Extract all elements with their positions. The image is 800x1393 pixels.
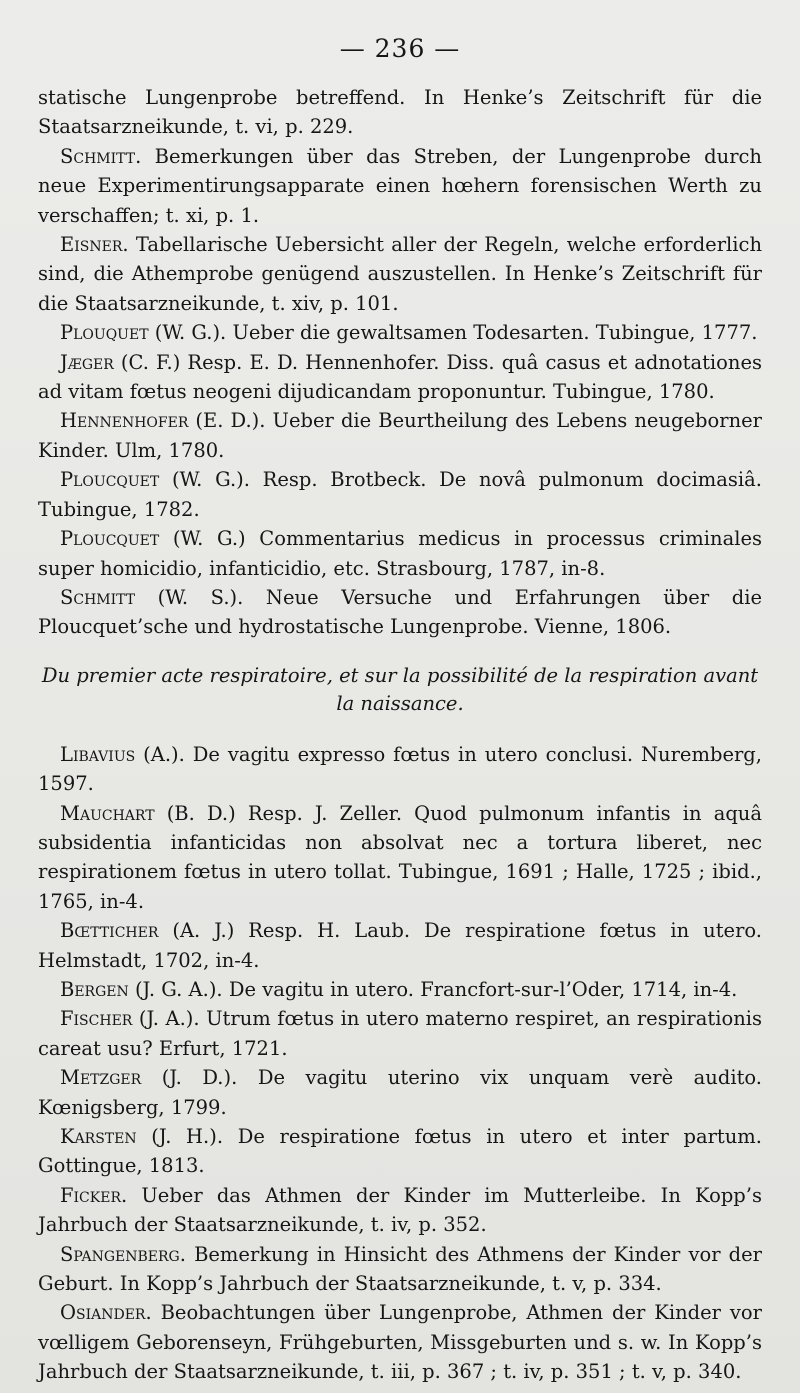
entry-text: (W. G.). Resp. Brotbeck. De novâ pulmonum docimasiâ. Tubingue, 1782. (38, 468, 762, 521)
entry-text: (B. D.) Resp. J. Zeller. Quod pulmonum infantis in aquâ subsidentia infanticidas non absolvat nec a tortura liberet, nec respirationem fœtus in utero tollat. Tubingue, 1691 ; Halle, 1725 ; ibid., 1765, in-4. (38, 801, 762, 913)
entry-text: (A.). De vagitu expresso fœtus in utero conclusi. Nuremberg, 1597. (38, 742, 762, 796)
bibliography-entry (38, 740, 762, 799)
entry-text: Bemerkung in Hinsicht des Athmens der Kinder vor der Geburt. In Kopp’s Jahrbuch der Staatsarzneikunde, t. v, p. 334. (38, 1242, 762, 1296)
bibliography-entry (38, 348, 762, 407)
page-number: — 236 — (339, 34, 461, 63)
bibliography-entry (38, 975, 762, 1004)
entry-text: (W. G.) Commentarius medicus in processus criminales super homicidio, infanticidio, etc. Strasbourg, 1787, in-8. (38, 527, 762, 580)
bibliography-entry (38, 799, 762, 917)
bibliography-list-a (38, 142, 762, 642)
entry-author: Metzger (60, 1066, 142, 1090)
bibliography-entry (38, 465, 762, 524)
entry-text: (A. J.) Resp. H. Laub. De respiratione fœtus in utero. Helmstadt, 1702, in-4. (38, 919, 762, 972)
entry-author: Jæger (60, 350, 114, 374)
entry-text: (J. A.). Utrum fœtus in utero materno respiret, an respirationis careat usu? Erfurt, 1721. (38, 1007, 762, 1060)
entry-author: Ploucquet (60, 527, 160, 551)
bibliography-entry (38, 230, 762, 318)
entry-author: Libavius (60, 742, 136, 766)
bibliography-entry (38, 1181, 762, 1240)
bibliography-entry (38, 318, 762, 347)
entry-author: Eisner. (60, 233, 129, 257)
entry-text: (C. F.) Resp. E. D. Hennenhofer. Diss. quâ casus et adnotationes ad vitam fœtus neogeni dijudicandam proponuntur. Tubingue, 1780. (38, 350, 762, 404)
entry-author: Hennenhofer (60, 409, 189, 433)
bibliography-entry (38, 583, 762, 642)
bibliography-entry (38, 1004, 762, 1063)
entry-author: Ficker. (60, 1183, 128, 1207)
bibliography-entry (38, 406, 762, 465)
entry-author: Bergen (60, 977, 129, 1001)
entry-text: (J. G. A.). De vagitu in utero. Francfort-sur-l’Oder, 1714, in-4. (128, 977, 738, 1001)
entry-text: Bemerkungen über das Streben, der Lungenprobe durch neue Experimentirungsapparate einen hœhern forensischen Werth zu verschaffen; t. xi, p. 1. (38, 144, 762, 227)
bibliography-entry (38, 1298, 762, 1386)
bibliography-entry (38, 916, 762, 975)
entry-text: Ueber das Athmen der Kinder im Mutterleibe. In Kopp’s Jahrbuch der Staatsarzneikunde, t. iv, p. 352. (38, 1183, 762, 1237)
entry-author: Ploucquet (60, 468, 160, 492)
section-heading: Du premier acte respiratoire, et sur la possibilité de la respiration avant la naissance. (41, 663, 759, 715)
entry-author: Spangenberg. (60, 1242, 186, 1266)
entry-author: Fischer (60, 1007, 133, 1031)
entry-text: (J. D.). De vagitu uterino vix unquam verè audito. Kœnigsberg, 1799. (38, 1066, 762, 1119)
bibliography-entry (38, 1240, 762, 1299)
entry-text: (W. S.). Neue Versuche und Erfahrungen über die Ploucquet’sche und hydrostatische Lungenprobe. Vienne, 1806. (38, 585, 762, 639)
entry-author: Schmitt (60, 585, 136, 609)
bibliography-list-b (38, 740, 762, 1387)
bibliography-entry (38, 524, 762, 583)
entry-author: Osiander. (60, 1301, 152, 1325)
entry-text: (E. D.). Ueber die Beurtheilung des Lebens neugeborner Kinder. Ulm, 1780. (38, 409, 762, 462)
entry-text: Beobachtungen über Lungenprobe, Athmen der Kinder vor vœlligem Geborenseyn, Frühgeburten, Missgeburten und s. w. In Kopp’s Jahrbuch der Staatsarzneikunde, t. iii, p. 367 ; t. iv, p. 351 ; t. v, p. 340. (38, 1301, 762, 1384)
entry-author: Karsten (60, 1125, 137, 1148)
entry-author: Plouquet (60, 321, 149, 345)
bibliography-entry (38, 142, 762, 230)
entry-text: (W. G.). Ueber die gewaltsamen Todesarten. Tubingue, 1777. (148, 321, 758, 345)
continued-entry: statische Lungenprobe betreffend. In Henke’s Zeitschrift für die Staatsarzneikunde, t. vi, p. 229. (38, 86, 762, 139)
entry-text: Tabellarische Uebersicht aller der Regeln, welche erforderlich sind, die Athemprobe genügend auszustellen. In Henke’s Zeitschrift für die Staatsarzneikunde, t. xiv, p. 101. (38, 233, 762, 315)
entry-author: Bœtticher (60, 919, 159, 943)
bibliography-entry (38, 1122, 762, 1181)
entry-author: Mauchart (60, 801, 155, 825)
entry-text: (J. H.). De respiratione fœtus in utero et inter partum. Gottingue, 1813. (38, 1125, 762, 1178)
bibliography-entry (38, 1063, 762, 1122)
entry-author: Schmitt. (60, 144, 142, 168)
